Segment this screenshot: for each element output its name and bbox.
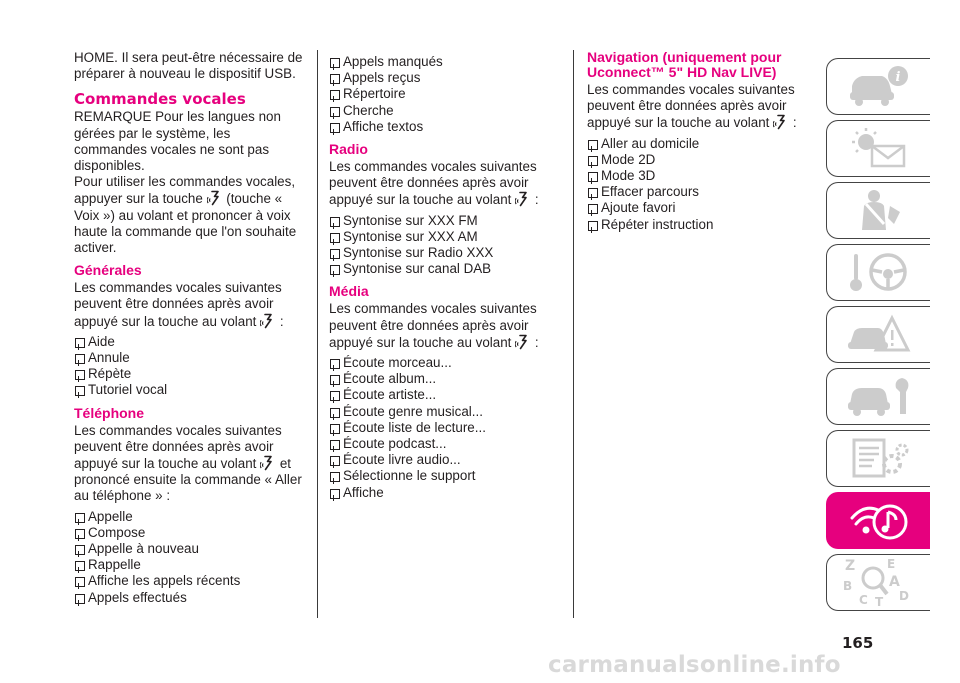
list-item: Cherche — [329, 103, 561, 119]
heading-telephone: Téléphone — [74, 404, 145, 421]
column-3 — [587, 50, 812, 233]
svg-text:i: i — [895, 70, 900, 86]
intro-text: HOME. Il sera peut-être nécessaire de préparer à nouveau le dispositif USB. — [74, 50, 303, 82]
list-item: Répertoire — [329, 86, 561, 102]
list-item: Répéter instruction — [587, 217, 812, 233]
list-item: Affiche textos — [329, 119, 561, 135]
heading-generales: Générales — [74, 262, 142, 279]
index-letter: A — [888, 574, 900, 591]
list-item: Compose — [74, 525, 306, 541]
generales-list — [74, 334, 306, 399]
remarque-text: REMARQUE Pour les langues non gérées par le système, les commandes vocales ne sont pas disponibles. — [74, 109, 281, 174]
tab-car-maintenance[interactable] — [826, 368, 930, 425]
list-item: Syntonise sur XXX AM — [329, 229, 561, 245]
list-item: Sélectionne le support — [329, 468, 561, 484]
seatbelt-safety-icon — [844, 188, 914, 232]
list-item: Tutoriel vocal — [74, 382, 306, 398]
list-item: Aide — [74, 334, 306, 350]
tab-warning-lights[interactable] — [826, 120, 930, 177]
column-1 — [74, 50, 306, 606]
list-item: Écoute artiste... — [329, 387, 561, 403]
list-item: Répète — [74, 366, 306, 382]
telephone-list-continued — [329, 54, 561, 135]
list-item: Affiche les appels récents — [74, 573, 306, 589]
list-item: Affiche — [329, 485, 561, 501]
generales-text: Les commandes vocales suivantes peuvent être données après avoir appuyé sur la touche au volant : — [74, 280, 284, 329]
index-letter: E — [886, 557, 895, 572]
tab-multimedia[interactable] — [826, 492, 930, 549]
car-maintenance-icon — [844, 374, 914, 418]
index-letter: B — [842, 579, 852, 594]
index-icon — [839, 556, 919, 608]
technical-data-icon — [844, 436, 914, 480]
chapter-tabs — [826, 58, 930, 616]
list-item: Rappelle — [74, 557, 306, 573]
tab-seatbelt-safety[interactable] — [826, 182, 930, 239]
page-number: 165 — [842, 634, 874, 652]
list-item: Appels effectués — [74, 590, 306, 606]
list-item: Écoute genre musical... — [329, 404, 561, 420]
list-item: Écoute podcast... — [329, 436, 561, 452]
key-steering-wheel-icon — [844, 250, 914, 294]
list-item: Mode 2D — [587, 152, 812, 168]
list-item: Écoute livre audio... — [329, 452, 561, 468]
list-item: Syntonise sur canal DAB — [329, 261, 561, 277]
emergency-icon — [844, 312, 914, 356]
tab-index[interactable] — [826, 554, 930, 611]
voice-icon — [260, 313, 276, 329]
radio-list — [329, 213, 561, 278]
voice-icon — [515, 191, 531, 207]
list-item: Appelle à nouveau — [74, 541, 306, 557]
list-item: Appels manqués — [329, 54, 561, 70]
heading-commandes-vocales: Commandes vocales — [74, 90, 246, 109]
heading-navigation: Navigation (uniquement pour Uconnect™ 5" HD Nav LIVE) — [587, 49, 782, 80]
tab-car-info[interactable] — [826, 58, 930, 115]
voice-icon — [260, 455, 276, 471]
car-info-icon — [844, 64, 914, 108]
warning-lights-icon — [844, 126, 914, 170]
index-letter: D — [898, 589, 909, 604]
list-item: Écoute album... — [329, 371, 561, 387]
list-item: Écoute morceau... — [329, 355, 561, 371]
column-divider — [317, 50, 318, 618]
heading-media: Média — [329, 283, 369, 300]
list-item: Annule — [74, 350, 306, 366]
list-item: Ajoute favori — [587, 200, 812, 216]
index-letter: C — [858, 593, 868, 608]
heading-radio: Radio — [329, 141, 368, 158]
radio-text: Les commandes vocales suivantes peuvent être données après avoir appuyé sur la touche au volant : — [329, 159, 539, 208]
tab-technical-data[interactable] — [826, 430, 930, 487]
media-list — [329, 355, 561, 501]
list-item: Appelle — [74, 509, 306, 525]
index-letter: T — [874, 595, 883, 609]
voice-icon — [207, 190, 223, 206]
index-letter: Z — [844, 558, 855, 575]
watermark: carmanualsonline.info — [548, 652, 841, 678]
column-divider — [573, 50, 574, 618]
list-item: Mode 3D — [587, 168, 812, 184]
list-item: Aller au domicile — [587, 136, 812, 152]
navigation-text: Les commandes vocales suivantes peuvent être données après avoir appuyé sur la touche au volant : — [587, 82, 797, 131]
list-item: Écoute liste de lecture... — [329, 420, 561, 436]
telephone-list — [74, 509, 306, 606]
media-text: Les commandes vocales suivantes peuvent être données après avoir appuyé sur la touche au volant : — [329, 301, 539, 350]
tab-emergency[interactable] — [826, 306, 930, 363]
telephone-text: Les commandes vocales suivantes peuvent être données après avoir appuyé sur la touche au volant et prononcé ensuite la commande « Aller au téléphone » : — [74, 422, 302, 504]
tab-key-steering[interactable] — [826, 244, 930, 301]
list-item: Syntonise sur XXX FM — [329, 213, 561, 229]
multimedia-icon — [844, 498, 914, 542]
navigation-list — [587, 136, 812, 233]
list-item: Effacer parcours — [587, 184, 812, 200]
column-2 — [329, 50, 561, 501]
list-item: Appels reçus — [329, 70, 561, 86]
utiliser-text: Pour utiliser les commandes vocales, appuyer sur la touche (touche « Voix ») au volant et prononcer à voix haute la commande que l'on souhaite activer. — [74, 174, 297, 256]
list-item: Syntonise sur Radio XXX — [329, 245, 561, 261]
voice-icon — [773, 114, 789, 130]
voice-icon — [515, 334, 531, 350]
